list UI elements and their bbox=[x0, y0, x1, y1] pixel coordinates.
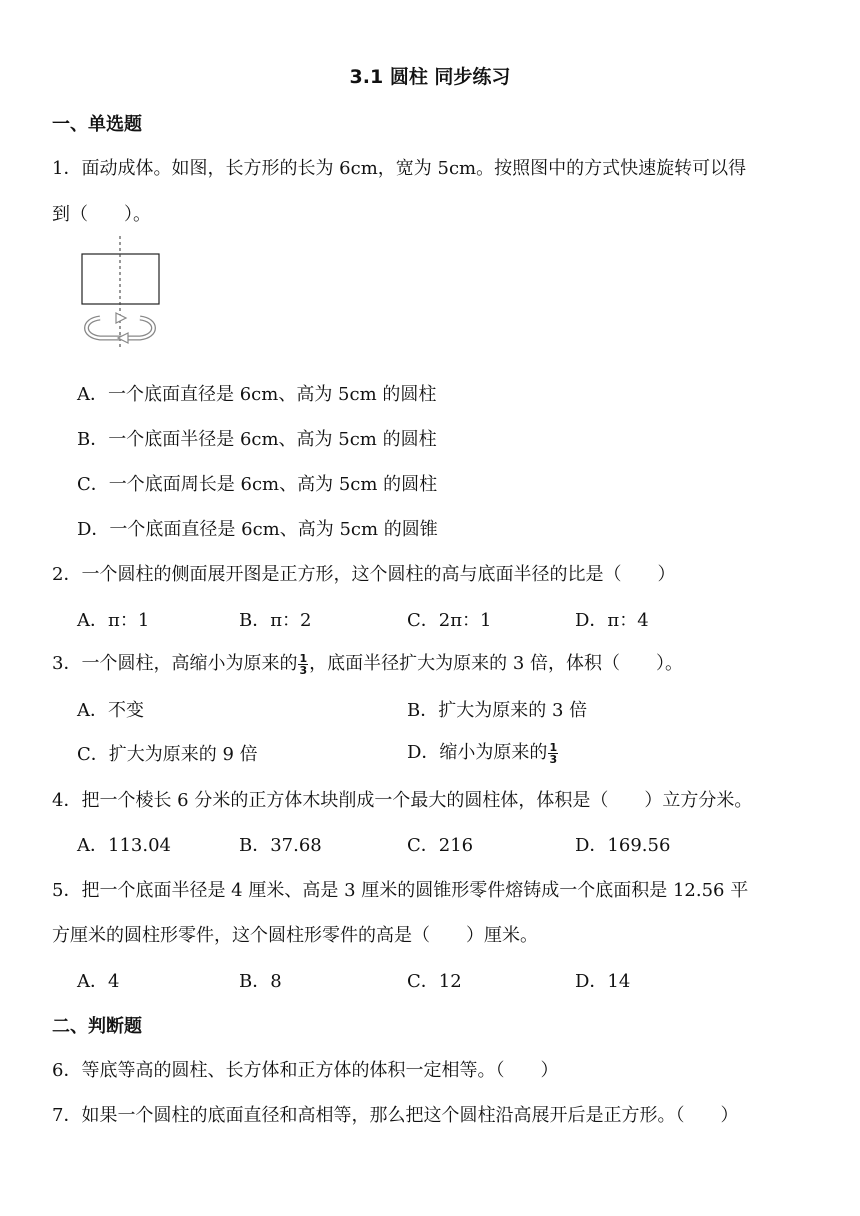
question-4-option-b: B．37.68 bbox=[239, 835, 322, 856]
question-7: 7．如果一个圆柱的底面直径和高相等，那么把这个圆柱沿高展开后是正方形。（ ） bbox=[52, 1105, 739, 1126]
question-2-option-d: D．π：4 bbox=[575, 610, 649, 631]
question-1-line-1: 1．面动成体。如图，长方形的长为 6cm，宽为 5cm。按照图中的方式快速旋转可以得 bbox=[52, 158, 747, 179]
question-1-option-a: A．一个底面直径是 6cm、高为 5cm 的圆柱 bbox=[77, 384, 437, 405]
question-5-option-a: A．4 bbox=[77, 971, 120, 992]
question-4-option-c: C．216 bbox=[407, 835, 474, 856]
question-5-line-1: 5．把一个底面半径是 4 厘米、高是 3 厘米的圆锥形零件熔铸成一个底面积是 12.56 平 bbox=[52, 880, 749, 901]
fraction-one-third: $\frac{1}{3}$ bbox=[299, 651, 308, 677]
question-5-line-2: 方厘米的圆柱形零件，这个圆柱形零件的高是（ ）厘米。 bbox=[52, 925, 538, 946]
question-2-option-b: B．π：2 bbox=[239, 610, 312, 631]
page-title: 3.1 圆柱 同步练习 bbox=[349, 66, 511, 88]
question-2: 2．一个圆柱的侧面展开图是正方形，这个圆柱的高与底面半径的比是（ ） bbox=[52, 564, 676, 585]
question-4-option-d: D．169.56 bbox=[575, 835, 671, 856]
question-2-option-c: C．2π：1 bbox=[407, 610, 492, 631]
question-3-text-b: ，底面半径扩大为原来的 3 倍，体积（ ）。 bbox=[309, 653, 684, 674]
question-5-option-b: B．8 bbox=[239, 971, 282, 992]
question-4: 4．把一个棱长 6 分米的正方体木块削成一个最大的圆柱体，体积是（ ）立方分米。 bbox=[52, 790, 753, 811]
section-heading-single-choice: 一、单选题 bbox=[52, 114, 142, 135]
question-3-option-c: C．扩大为原来的 9 倍 bbox=[77, 744, 258, 765]
fraction-one-third: $\frac{1}{3}$ bbox=[549, 740, 558, 766]
question-5-option-d: D．14 bbox=[575, 971, 631, 992]
question-3-text-a: 3．一个圆柱，高缩小为原来的 bbox=[52, 653, 298, 674]
question-3 bbox=[52, 649, 683, 676]
question-3-option-d: D．缩小为原来的 $\frac{1}{3}$ bbox=[407, 740, 558, 766]
question-3-option-a: A．不变 bbox=[77, 700, 144, 721]
question-1-line-2: 到（ ）。 bbox=[52, 204, 151, 225]
section-heading-true-false: 二、判断题 bbox=[52, 1016, 142, 1037]
question-3-option-b: B．扩大为原来的 3 倍 bbox=[407, 700, 588, 721]
question-6: 6．等底等高的圆柱、长方体和正方体的体积一定相等。（ ） bbox=[52, 1060, 559, 1081]
rotating-rectangle-figure bbox=[76, 234, 166, 352]
question-4-option-a: A．113.04 bbox=[77, 835, 171, 856]
question-5-option-c: C．12 bbox=[407, 971, 462, 992]
question-1-option-d: D．一个底面直径是 6cm、高为 5cm 的圆锥 bbox=[77, 519, 438, 540]
question-2-option-a: A．π：1 bbox=[77, 610, 150, 631]
question-1-option-b: B．一个底面半径是 6cm、高为 5cm 的圆柱 bbox=[77, 429, 437, 450]
question-1-option-c: C．一个底面周长是 6cm、高为 5cm 的圆柱 bbox=[77, 474, 438, 495]
